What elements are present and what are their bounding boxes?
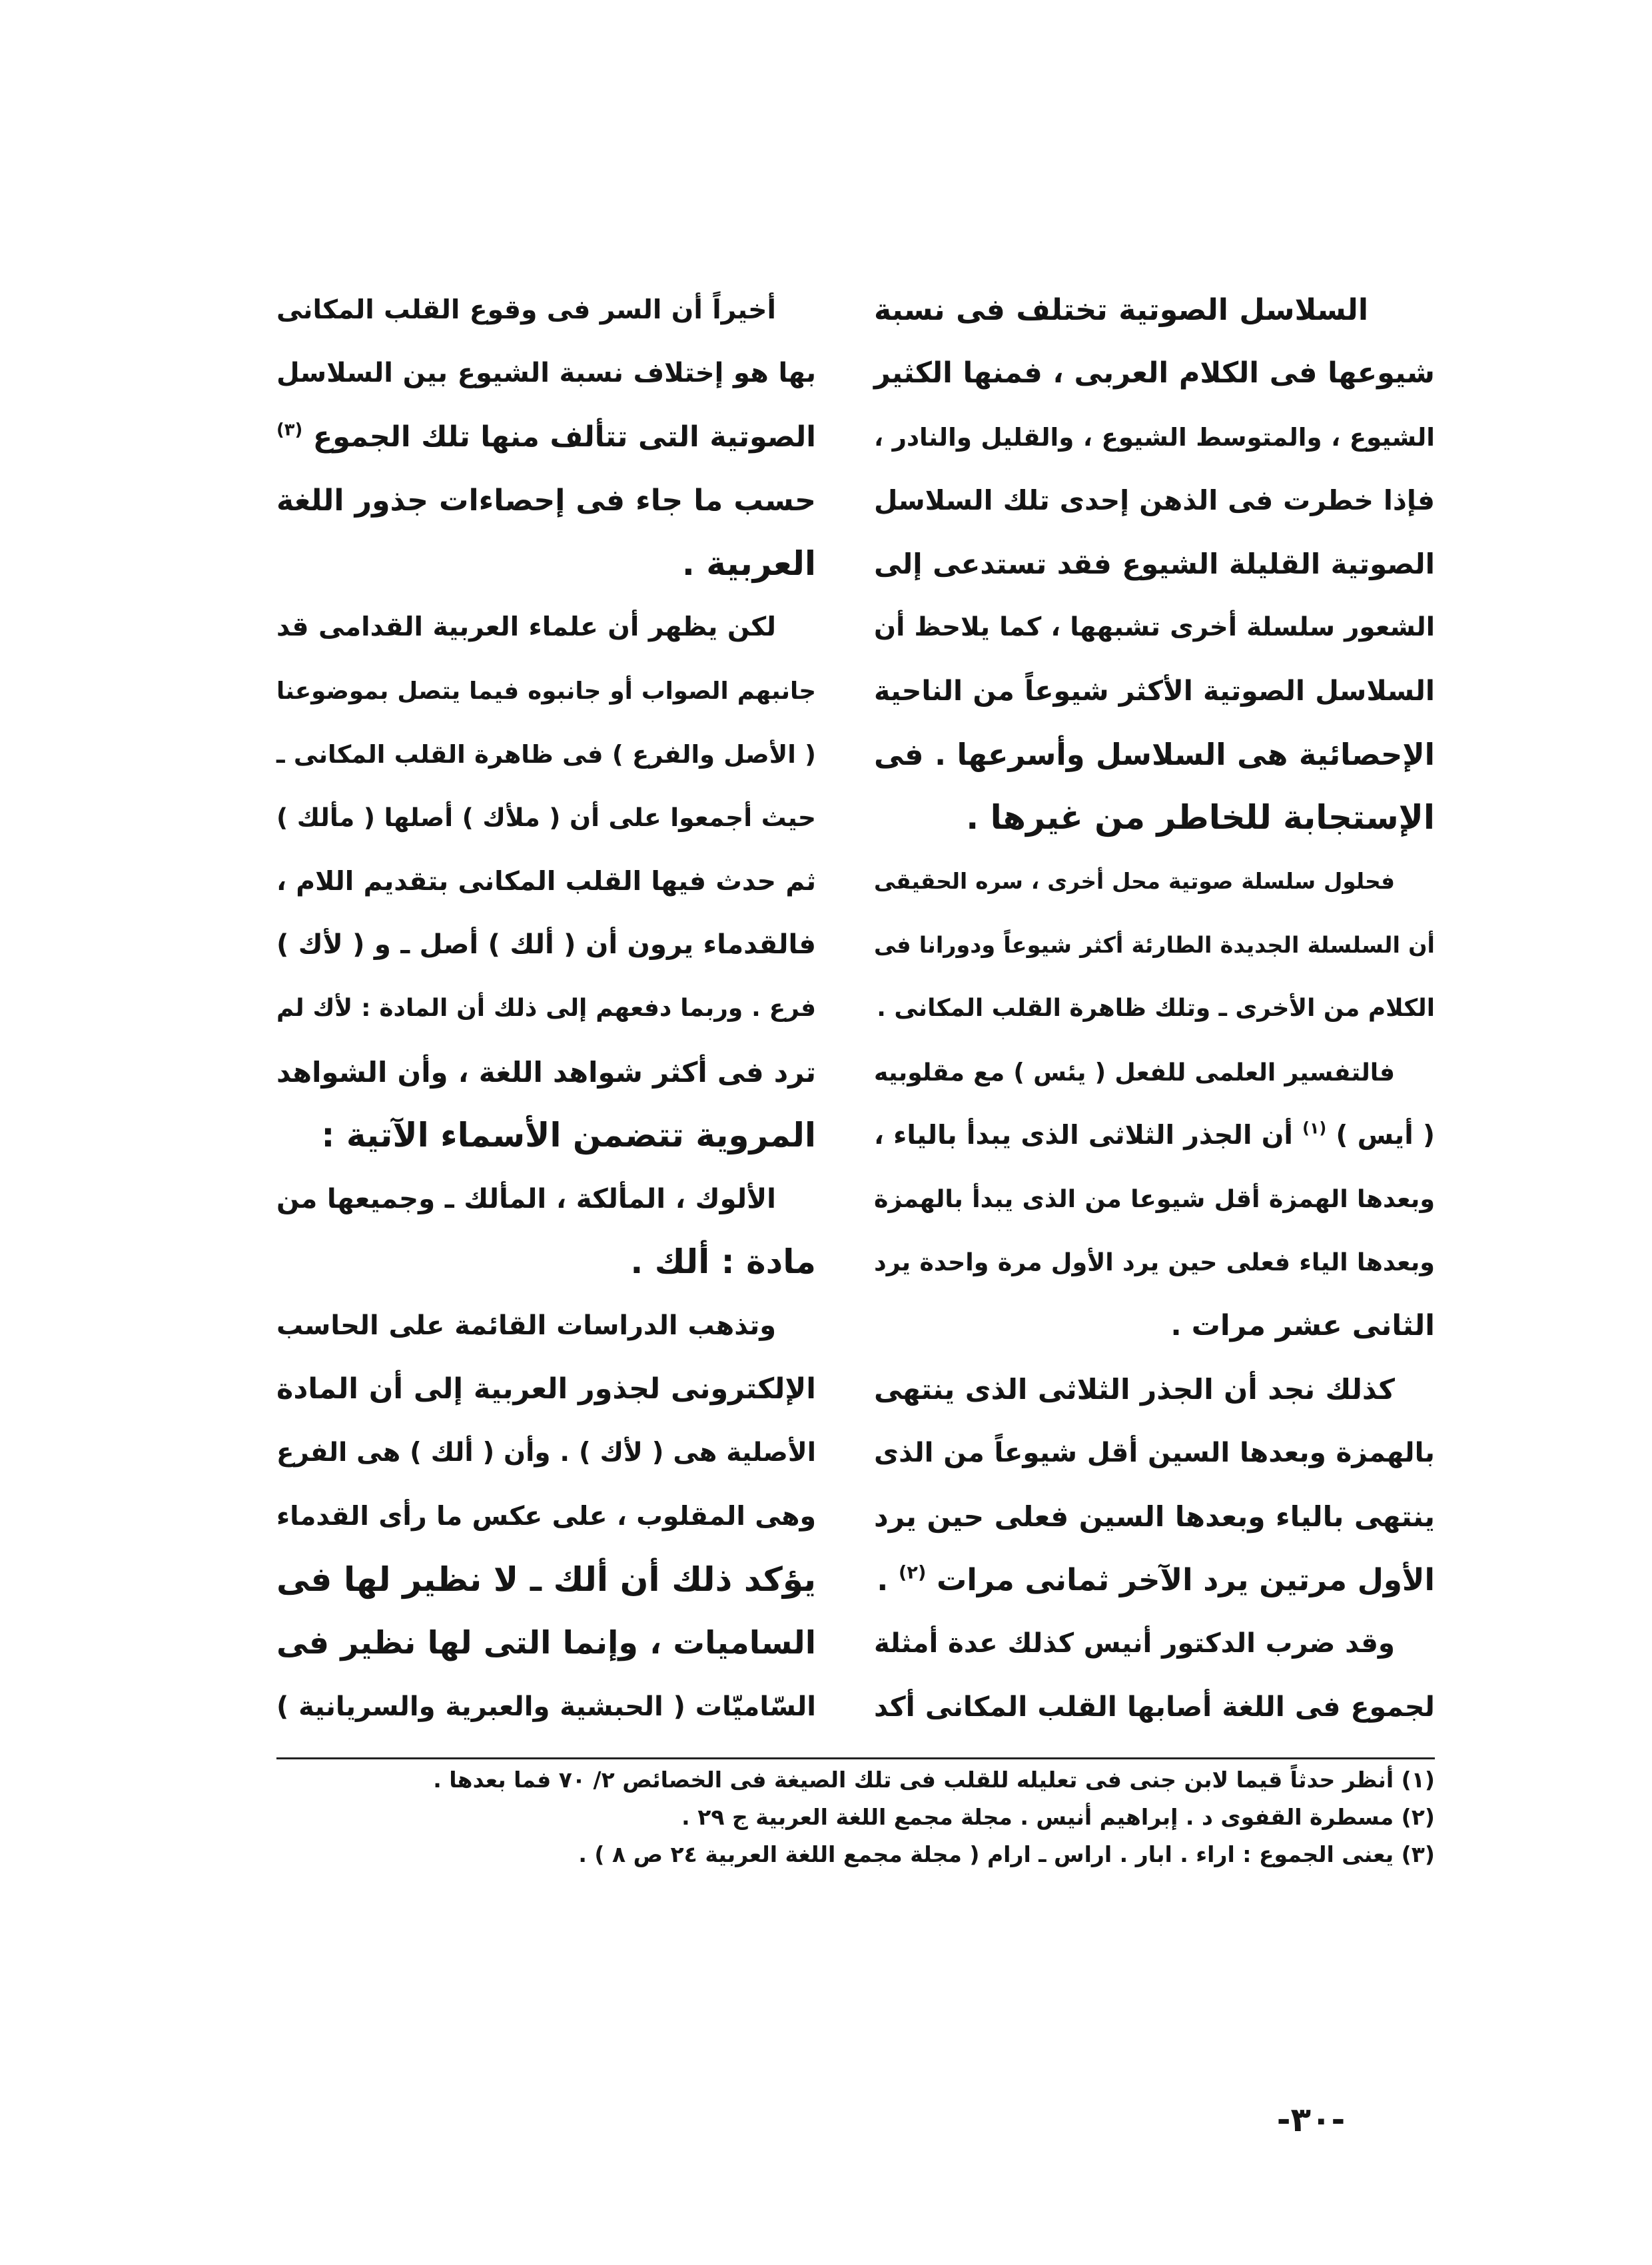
text-line: كذلك نجد أن الجذر الثلاثى الذى ينتهى: [874, 1373, 1395, 1406]
text-line: وهى المقلوب ، على عكس ما رأى القدماء: [276, 1500, 816, 1532]
paragraph: [276, 1294, 816, 1739]
paragraph: [874, 1041, 1435, 1358]
line-text: الصوتية التى تتألف منها تلك الجموع: [312, 420, 816, 454]
text-line: مادة : ألك .: [630, 1242, 816, 1282]
text-line: السّاميّات ( الحبشية والعبرية والسريانية ): [276, 1691, 816, 1722]
text-line: أخيراً أن السر فى وقوع القلب المكانى: [276, 295, 776, 325]
footnote-marker: (٣): [276, 419, 303, 440]
text-line: وقد ضرب الدكتور أنيس كذلك عدة أمثلة: [874, 1627, 1395, 1659]
text-line: يؤكد ذلك أن ألك ـ لا نظير لها فى: [276, 1560, 816, 1599]
text-line: الإلكترونى لجذور العربية إلى أن المادة: [276, 1372, 816, 1406]
footnote: (١) أنظر حدثاً قيما لابن جنى فى تعليله للقلب فى تلك الصيغة فى الخصائص ٢/ ٧٠ فما بعدها .: [433, 1767, 1435, 1793]
text-line: ثم حدث فيها القلب المكانى بتقديم اللام ،: [276, 865, 816, 897]
footnote-marker: (٢): [899, 1562, 927, 1584]
text-line: وبعدها الهمزة أقل شيوعا من الذى يبدأ بالهمزة: [874, 1184, 1435, 1214]
paragraph: [874, 278, 1435, 850]
text-line: أن السلسلة الجديدة الطارئة أكثر شيوعاً ودورانا فى: [874, 931, 1435, 958]
footnotes: [276, 1761, 1435, 1873]
paragraph: [874, 1358, 1435, 1611]
line-text: ( أيس ): [1336, 1119, 1435, 1150]
text-line: فإذا خطرت فى الذهن إحدى تلك السلاسل: [874, 484, 1435, 516]
text-line: حيث أجمعوا على أن ( ملأك ) أصلها ( مألك ): [276, 803, 816, 833]
text-line: وبعدها الياء فعلى حين يرد الأول مرة واحدة يرد: [874, 1248, 1435, 1277]
footnote: (٢) مسطرة القفوى د . إبراهيم أنيس . مجلة مجمع اللغة العربية ج ٢٩ .: [681, 1804, 1435, 1830]
text-line: العربية .: [681, 544, 816, 584]
text-line: الأصلية هى ( لأك ) . وأن ( ألك ) هى الفرع: [276, 1438, 816, 1468]
paragraph: [276, 1167, 816, 1294]
text-line: الشعور سلسلة أخرى تشبهها ، كما يلاحظ أن: [874, 612, 1435, 643]
text-line: فالقدماء يرون أن ( ألك ) أصل ـ و ( لأك ): [276, 929, 816, 960]
text-line: وتذهب الدراسات القائمة على الحاسب: [276, 1310, 776, 1341]
text-line: [874, 1104, 1435, 1167]
text-line: شيوعها فى الكلام العربى ، فمنها الكثير: [874, 356, 1435, 390]
text-line: الشيوع ، والمتوسط الشيوع ، والقليل والنادر ،: [874, 422, 1435, 452]
page-number: -٣٠-: [1276, 2100, 1346, 2139]
text-line: ينتهى بالياء وبعدها السين فعلى حين يرد: [874, 1500, 1435, 1533]
text-line: الثانى عشر مرات .: [1170, 1308, 1435, 1342]
paragraph: [874, 850, 1435, 1041]
left-column: [276, 278, 816, 1739]
text-line: الكلام من الأخرى ـ وتلك ظاهرة القلب المكانى .: [877, 995, 1435, 1023]
text-line: فحلول سلسلة صوتية محل أخرى ، سره الحقيقى: [874, 868, 1395, 894]
footnote: (٣) يعنى الجموع : اراء . ابار . اراس ـ ارام ( مجلة مجمع اللغة العربية ٢٤ ص ٨ ) .: [578, 1841, 1435, 1867]
text-line: الإستجابة للخاطر من غيرها .: [966, 798, 1435, 837]
text-line: ترد فى أكثر شواهد اللغة ، وأن الشواهد: [276, 1055, 816, 1089]
text-line: المروية تتضمن الأسماء الآتية :: [321, 1115, 816, 1154]
text-line: السلاسل الصوتية الأكثر شيوعاً من الناحية: [874, 674, 1435, 707]
text-line: لجموع فى اللغة أصابها القلب المكانى أكد: [874, 1690, 1435, 1723]
text-line: بها هو إختلاف نسبة الشيوع بين السلاسل: [276, 358, 816, 389]
line-text: .: [877, 1562, 889, 1597]
text-line: جانبهم الصواب أو جانبوه فيما يتصل بموضوعنا: [276, 677, 816, 705]
text-line: [276, 406, 816, 469]
paragraph: [276, 596, 816, 1167]
text-line: الساميات ، وإنما التى لها نظير فى: [276, 1625, 816, 1662]
footnote-marker: (١): [1302, 1119, 1327, 1138]
paragraph: [874, 1611, 1435, 1739]
text-line: فرع . وربما دفعهم إلى ذلك أن المادة : لأك لم: [276, 995, 816, 1023]
footnote-separator: [276, 1757, 1435, 1759]
text-line: السلاسل الصوتية تختلف فى نسبة: [874, 293, 1368, 327]
line-text: الأول مرتين يرد الآخر ثمانى مرات: [937, 1562, 1435, 1597]
line-text: أن الجذر الثلاثى الذى يبدأ بالياء ،: [874, 1119, 1293, 1150]
text-line: لكن يظهر أن علماء العربية القدامى قد: [276, 612, 776, 643]
text-line: حسب ما جاء فى إحصاءات جذور اللغة: [276, 483, 816, 518]
text-line: فالتفسير العلمى للفعل ( يئس ) مع مقلوبيه: [874, 1057, 1395, 1087]
text-line: بالهمزة وبعدها السين أقل شيوعاً من الذى: [874, 1436, 1435, 1469]
text-line: ( الأصل والفرع ) فى ظاهرة القلب المكانى ـ: [276, 740, 816, 769]
paragraph: [276, 278, 816, 596]
right-column: [874, 278, 1435, 1739]
text-line: الصوتية القليلة الشيوع فقد تستدعى إلى: [874, 548, 1435, 581]
text-line: [874, 1548, 1435, 1611]
text-line: الإحصائية هى السلاسل وأسرعها . فى: [874, 737, 1435, 773]
text-line: الألوك ، المألكة ، المألك ـ وجميعها من: [276, 1183, 776, 1215]
